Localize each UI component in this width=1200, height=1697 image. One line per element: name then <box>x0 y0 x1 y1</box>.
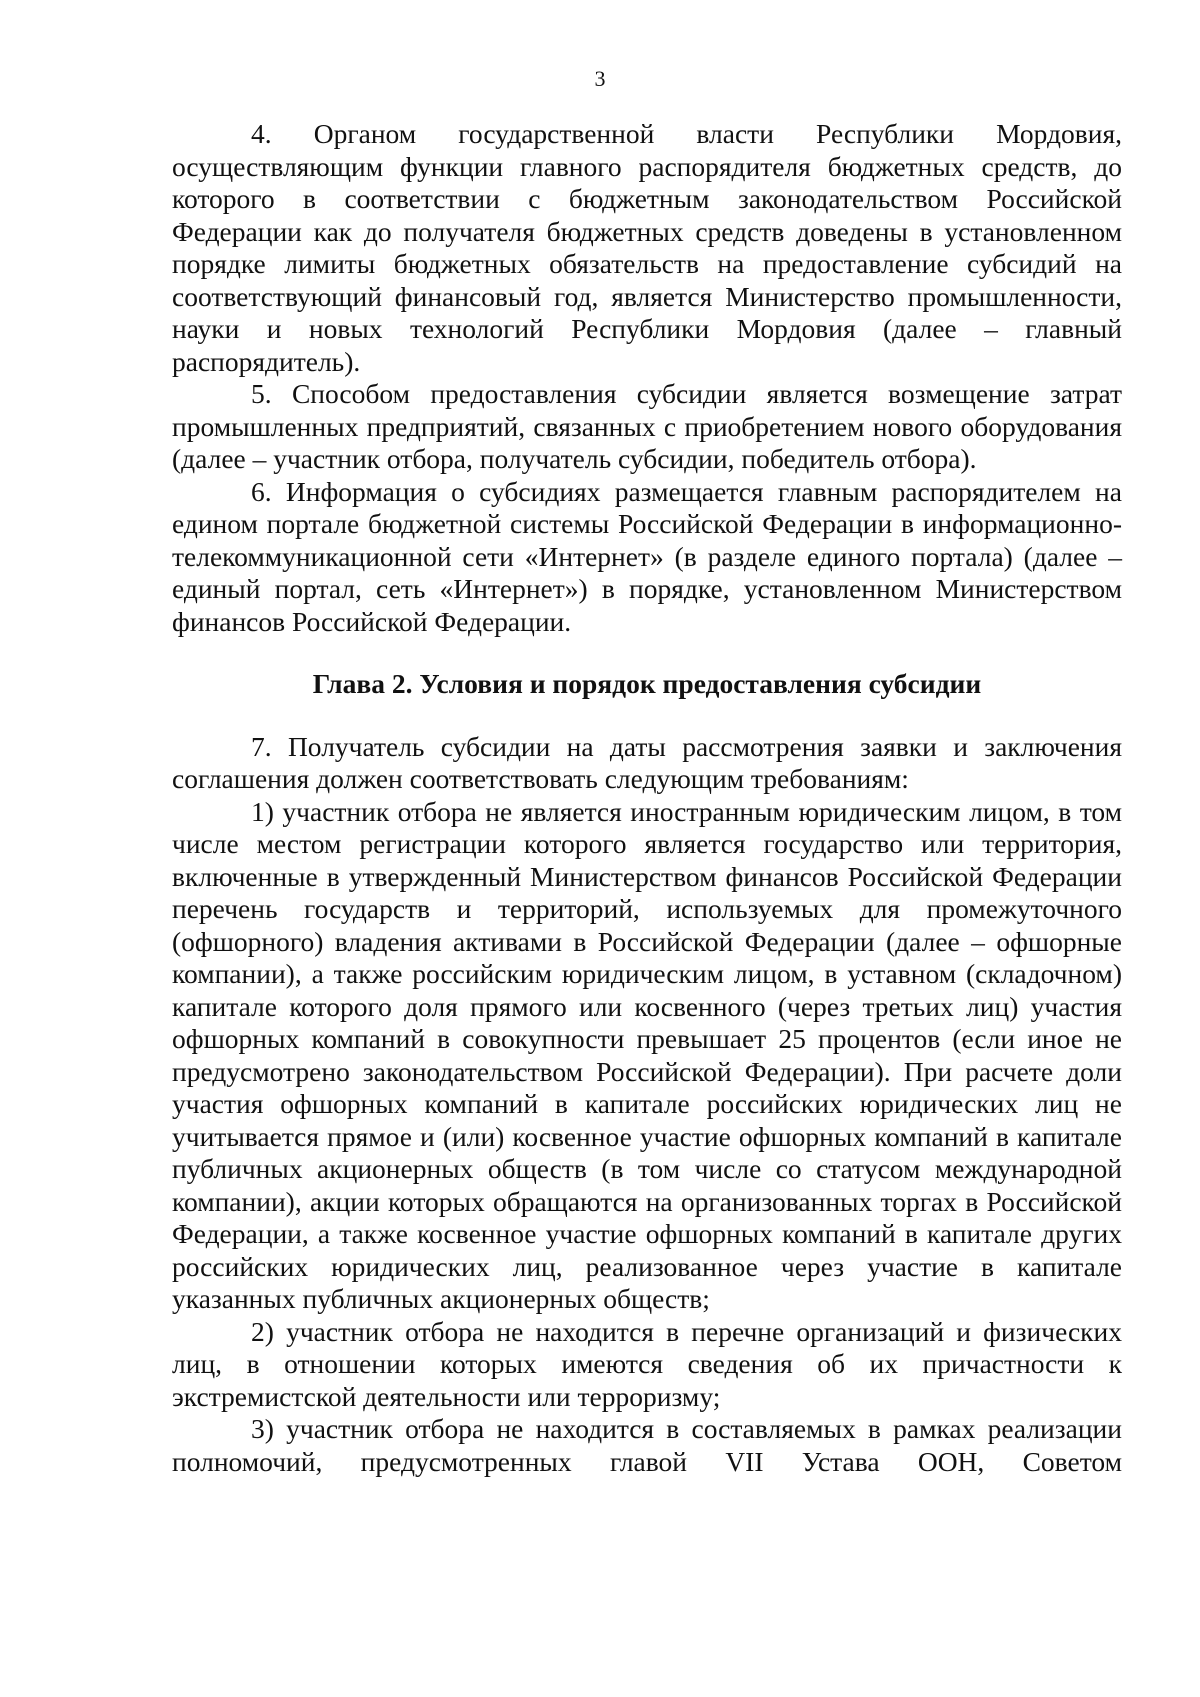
paragraph-7: 7. Получатель субсидии на даты рассмотрения заявки и заключения соглашения должен соответствовать следующим требованиям: <box>172 730 1122 794</box>
paragraph-6: 6. Информация о субсидиях размещается главным распорядителем на едином портале бюджетной системы Российской Федерации в информационно-телекоммуникационной сети «Интернет» (в разделе единого портала) (далее – единый портал, сеть «Интернет») в порядке, установленном Министерством финансов Российской Федерации. <box>172 475 1122 637</box>
requirement-item-3: 3) участник отбора не находится в составляемых в рамках реализации полномочий, предусмотренных главой VII Устава ООН, Советом <box>172 1413 1122 1477</box>
chapter-heading: Глава 2. Условия и порядок предоставления субсидии <box>312 668 982 699</box>
requirement-item-2: 2) участник отбора не находится в перечне организаций и физических лиц, в отношении которых имеются сведения об их причастности к экстремистской деятельности или терроризму; <box>172 1315 1122 1412</box>
paragraph-4: 4. Органом государственной власти Республики Мордовия, осуществляющим функции главного распорядителя бюджетных средств, до которого в соответствии с бюджетным законодательством Российской Федерации как до получателя бюджетных средств доведены в установленном порядке лимиты бюджетных обязательств на предоставление субсидий на соответствующий финансовый год, является Министерство промышленности, науки и новых технологий Республики Мордовия (далее – главный распорядитель). <box>172 118 1122 377</box>
requirement-item-1: 1) участник отбора не является иностранным юридическим лицом, в том числе местом регистрации которого является государство или территория, включенные в утвержденный Министерством финансов Российской Федерации перечень государств и территорий, используемых для промежуточного (офшорного) владения активами в Российской Федерации (далее – офшорные компании), а также российским юридическим лицом, в уставном (складочном) капитале которого доля прямого или косвенного (через третьих лиц) участия офшорных компаний в совокупности превышает 25 процентов (если иное не предусмотрено законодательством Российской Федерации). При расчете доли участия офшорных компаний в капитале российских юридических лиц не учитывается прямое и (или) косвенное участие офшорных компаний в капитале публичных акционерных обществ (в том числе со статусом международной компании), акции которых обращаются на организованных торгах в Российской Федерации, а также косвенное участие офшорных компаний в капитале других российских юридических лиц, реализованное через участие в капитале указанных публичных акционерных обществ; <box>172 795 1122 1314</box>
page-number: 3 <box>594 66 606 91</box>
paragraph-5: 5. Способом предоставления субсидии является возмещение затрат промышленных предприятий, связанных с приобретением нового оборудования (далее – участник отбора, получатель субсидии, победитель отбора). <box>172 378 1122 474</box>
document-body <box>172 118 1122 1478</box>
